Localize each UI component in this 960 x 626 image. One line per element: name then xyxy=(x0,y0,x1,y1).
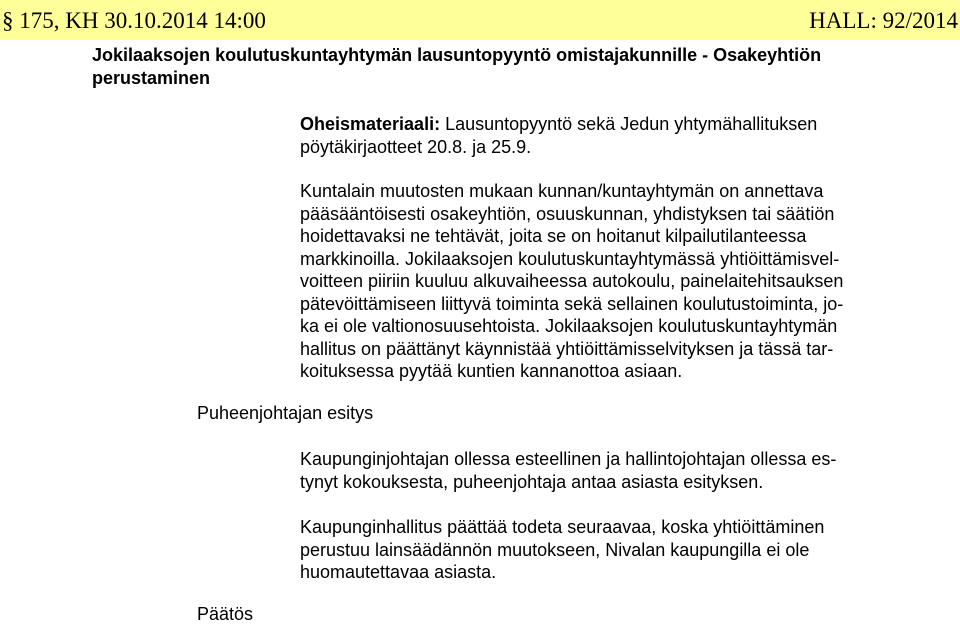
title-line: perustaminen xyxy=(92,68,211,88)
paragraph-line: tynyt kokouksesta, puheenjohtaja antaa asiasta esityksen. xyxy=(300,471,764,492)
paragraph-line: pääsääntöisesti osakeyhtiön, osuuskunnan, yhdistyksen tai säätiön xyxy=(300,203,835,224)
paragraph-line: perustuu lainsäädännön muutokseen, Nivalan kaupungilla ei ole xyxy=(300,539,810,560)
paragraph-line: Kaupunginjohtajan ollessa esteellinen ja hallintojohtajan ollessa es- xyxy=(300,449,837,469)
paragraph-line: Kaupunginhallitus päättää todeta seuraavaa, koska yhtiöittäminen xyxy=(300,517,825,537)
paragraph-line: ka ei ole valtionosuusehtoista. Jokilaaksojen koulutuskuntayhtymän xyxy=(300,316,838,336)
background-paragraph xyxy=(300,180,900,383)
proposal-paragraph xyxy=(300,516,900,584)
paragraph-line: hallitus on päättänyt käynnistää yhtiöittämisselvityksen ja tässä tar- xyxy=(300,338,834,359)
title-line: Jokilaaksojen koulutuskuntayhtymän lausuntopyyntö omistajakunnille - Osakeyhtiön xyxy=(92,45,822,65)
paragraph-line: koituksessa pyytää kuntien kannanottoa asiaan. xyxy=(300,361,683,381)
paragraph-line: pätevöittämiseen liittyvä toiminta sekä sellainen koulutustoiminta, jo- xyxy=(300,293,844,314)
paragraph-line: huomautettavaa asiasta. xyxy=(300,562,497,582)
attachment-line xyxy=(300,113,900,136)
attachment-note xyxy=(300,113,900,158)
attachment-line: pöytäkirjaotteet 20.8. ja 25.9. xyxy=(300,136,532,157)
section-header-bar xyxy=(0,0,960,40)
paragraph-line: markkinoilla. Jokilaaksojen koulutuskuntayhtymässä yhtiöittämisvel- xyxy=(300,248,840,269)
proposal-label: Puheenjohtajan esitys xyxy=(197,403,374,423)
chair-note-paragraph xyxy=(300,448,900,493)
attachment-text: Lausuntopyyntö sekä Jedun yhtymähallituksen xyxy=(445,114,818,134)
decision-label: Päätös xyxy=(197,604,254,624)
paragraph-line: voitteen piiriin kuuluu alkuvaiheessa autokoulu, painelaitehitsauksen xyxy=(300,271,844,291)
hall-number: HALL: 92/2014 xyxy=(809,8,958,33)
paragraph-line: Kuntalain muutosten mukaan kunnan/kuntayhtymän on annettava xyxy=(300,181,824,201)
paragraph-line: hoidettavaksi ne tehtävät, joita se on hoitanut kilpailutilanteessa xyxy=(300,226,807,246)
section-number: § 175, KH 30.10.2014 14:00 xyxy=(2,8,266,33)
attachment-label: Oheismateriaali: xyxy=(300,114,441,134)
document-title xyxy=(92,44,912,90)
